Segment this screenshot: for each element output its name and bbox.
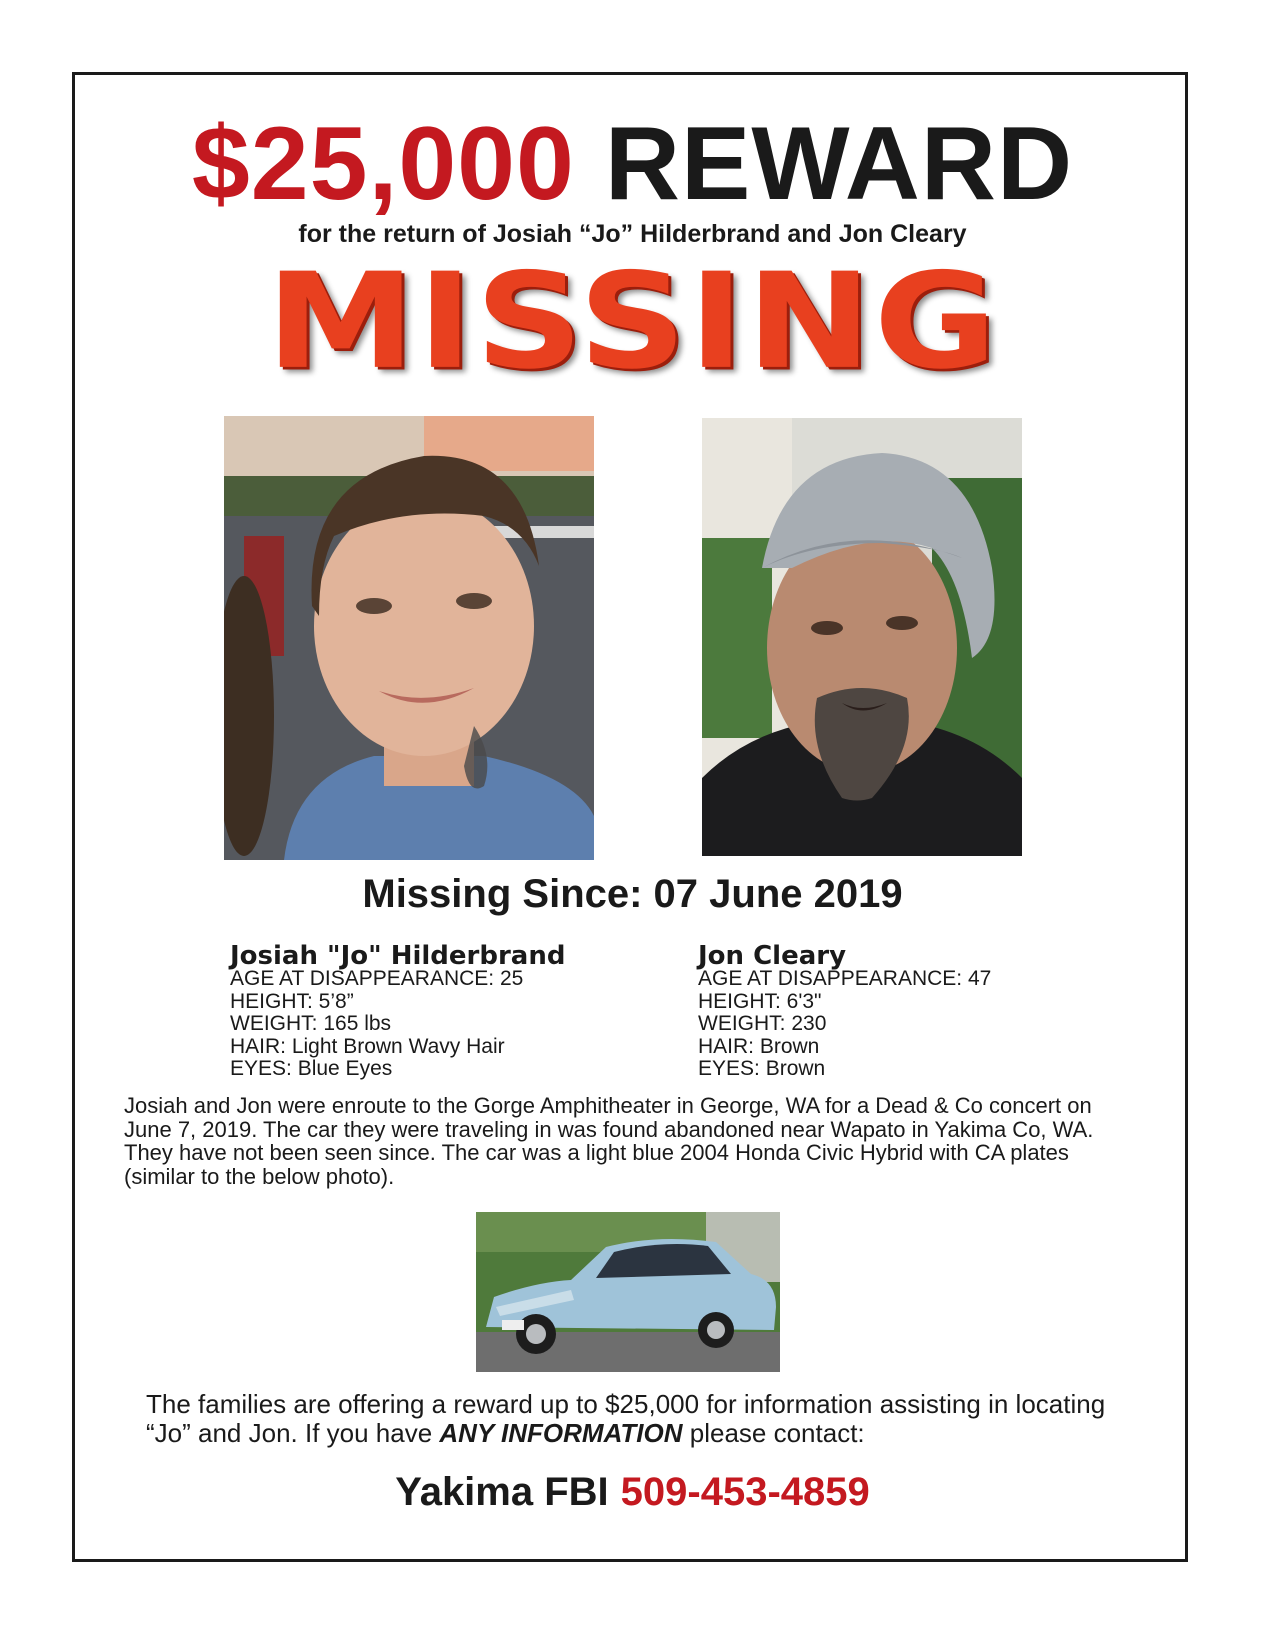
missing-title: MISSING	[266, 245, 999, 399]
photo-josiah	[224, 416, 594, 860]
person-age: AGE AT DISAPPEARANCE: 47	[698, 967, 992, 990]
person-height: HEIGHT: 5’8”	[230, 989, 354, 1013]
contact-phone[interactable]: 509-453-4859	[620, 1470, 870, 1514]
person-height: HEIGHT: 6'3"	[698, 989, 822, 1013]
reward-word: REWARD	[604, 106, 1074, 222]
reward-subline: for the return of Josiah “Jo” Hilderbrand and Jon Cleary	[298, 220, 967, 248]
photo-jon	[702, 418, 1022, 856]
person-weight: WEIGHT: 165 lbs	[230, 1012, 392, 1035]
reward-offer	[146, 1390, 1136, 1448]
story-paragraph: Josiah and Jon were enroute to the Gorge Amphitheater in George, WA for a Dead & Co concert on June 7, 2019. The car they were traveling in was found abandoned near Wapato in Yakima Co, WA. They have not been seen since. The car was a light blue 2004 Honda Civic Hybrid with CA plates (similar to the below photo).	[124, 1093, 1094, 1189]
person-hair: HAIR: Brown	[698, 1034, 820, 1058]
contact-agency: Yakima FBI	[395, 1470, 609, 1514]
reward-headline	[0, 106, 1265, 222]
person-eyes: EYES: Brown	[698, 1057, 826, 1080]
person-details-jon	[698, 941, 992, 1081]
person-name: Josiah "Jo" Hilderbrand	[230, 941, 566, 971]
offer-text-end: please contact:	[682, 1418, 865, 1448]
person-hair: HAIR: Light Brown Wavy Hair	[230, 1034, 505, 1058]
person-eyes: EYES: Blue Eyes	[230, 1057, 393, 1080]
offer-emphasis: ANY INFORMATION	[439, 1418, 683, 1448]
missing-since: Missing Since: 07 June 2019	[362, 872, 903, 916]
person-age: AGE AT DISAPPEARANCE: 25	[230, 967, 524, 990]
reward-amount: $25,000	[191, 106, 575, 222]
person-details-josiah	[230, 941, 566, 1081]
person-weight: WEIGHT: 230	[698, 1012, 827, 1035]
contact-line	[0, 1470, 1265, 1515]
person-name: Jon Cleary	[698, 941, 847, 971]
offer-text-start: The families are offering a reward up to $25,000 for information assisting in locating “Jo” and Jon. If you have	[146, 1389, 1106, 1448]
car-photo	[476, 1212, 780, 1372]
